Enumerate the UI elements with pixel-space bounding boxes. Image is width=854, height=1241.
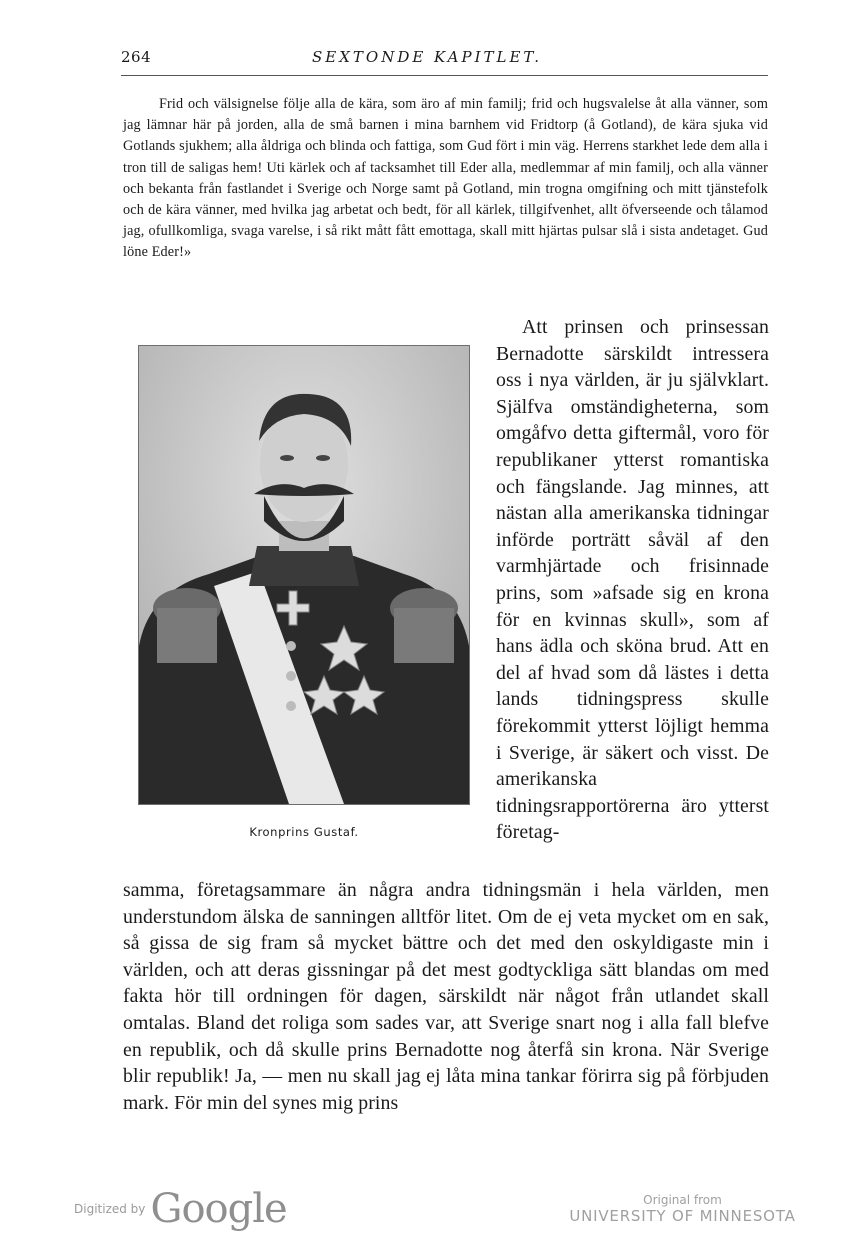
quoted-letter-text: Frid och välsignelse följe alla de kära, som äro af min familj; frid och hugsvalelse åt alla vänner, som jag lämnar här på jorden, alla de små barnen i mina barnhem vid Fridtorp (å Gotland), de kära sjuka vid Gotlands sjukhem; alla åldriga och blinda och fattiga, som Gud fört i min väg. Herrens starkhet lede dem alla i tron till de saligas hem! Uti kärlek och af tacksamhet till Eder alla, medlemmar af min familj, och alla vänner och bekanta från fastlandet i Sverige och Norge samt på Gotland, min trogna omgifning och mitt tjänstefolk och de kära vänner, med hvilka jag arbetat och bedt, för all kärlek, tillgifvenhet, allt öfverseende och tålamod jag, ofullkomliga, svaga varelse, i så rikt mått fått emottaga, skall mitt hjärtas pulsar slå i sista andetaget. Gud löne Eder!» — [123, 96, 768, 261]
institution-name: UNIVERSITY OF MINNESOTA — [569, 1207, 796, 1225]
quoted-letter — [123, 94, 768, 264]
original-from-label: Original from — [643, 1193, 722, 1207]
original-from — [560, 1193, 805, 1225]
header-rule — [121, 75, 768, 76]
page-number: 264 — [121, 48, 152, 66]
portrait-photo — [138, 345, 470, 805]
portrait-illustration — [139, 346, 469, 804]
body-column-paragraph: Att prinsen och prinsessan Bernadotte särskildt intressera oss i nya världen, är ju självklart. Själfva omständigheterna, som omgåfvo detta giftermål, voro för republikaner ytterst romantiska och fängslande. Jag minnes, att nästan alla amerikanska tidningar införde porträtt såväl af den varmhjärtade och frisinnade prins, som »afsade sig en krona för en kvinnas skull», som af hans ädla och sköna brud. Att en del af hvad som då lästes i detta lands tidningspress skulle förekommit ytterst löjligt hemma i Sverige, är säkert och visst. De amerikanska tidningsrapportörerna äro ytterst företag- — [496, 316, 769, 844]
digitized-by-google — [74, 1186, 287, 1232]
running-title: SEXTONDE KAPITLET. — [311, 48, 542, 66]
body-full-paragraph: samma, företagsammare än några andra tidningsmän i hela världen, men understundom älska de sanningen alltför litet. Om de ej veta mycket om en sak, så gissa de sig fram så mycket bättre och det med den oskyldigaste min i världen, och att deras gissningar på det mest godtyckliga sätt blandas om med fakta hör till ordningen för dagen, särskildt när något från utlandet skall omtalas. Bland det roliga som sades var, att Sverige snart nog i alla fall blefve en republik, och då skulle prins Bernadotte nog återfå sin krona. När Sverige blir republik! Ja, — men nu skall jag ej låta mina tankar förirra sig på förbjuden mark. För min del synes mig prins — [123, 879, 769, 1114]
body-column-text — [496, 314, 769, 846]
photo-caption: Kronprins Gustaf. — [249, 825, 359, 839]
digitized-by-label: Digitized by — [74, 1202, 146, 1216]
google-logo: Google — [150, 1186, 287, 1232]
body-full-text — [123, 877, 769, 1116]
